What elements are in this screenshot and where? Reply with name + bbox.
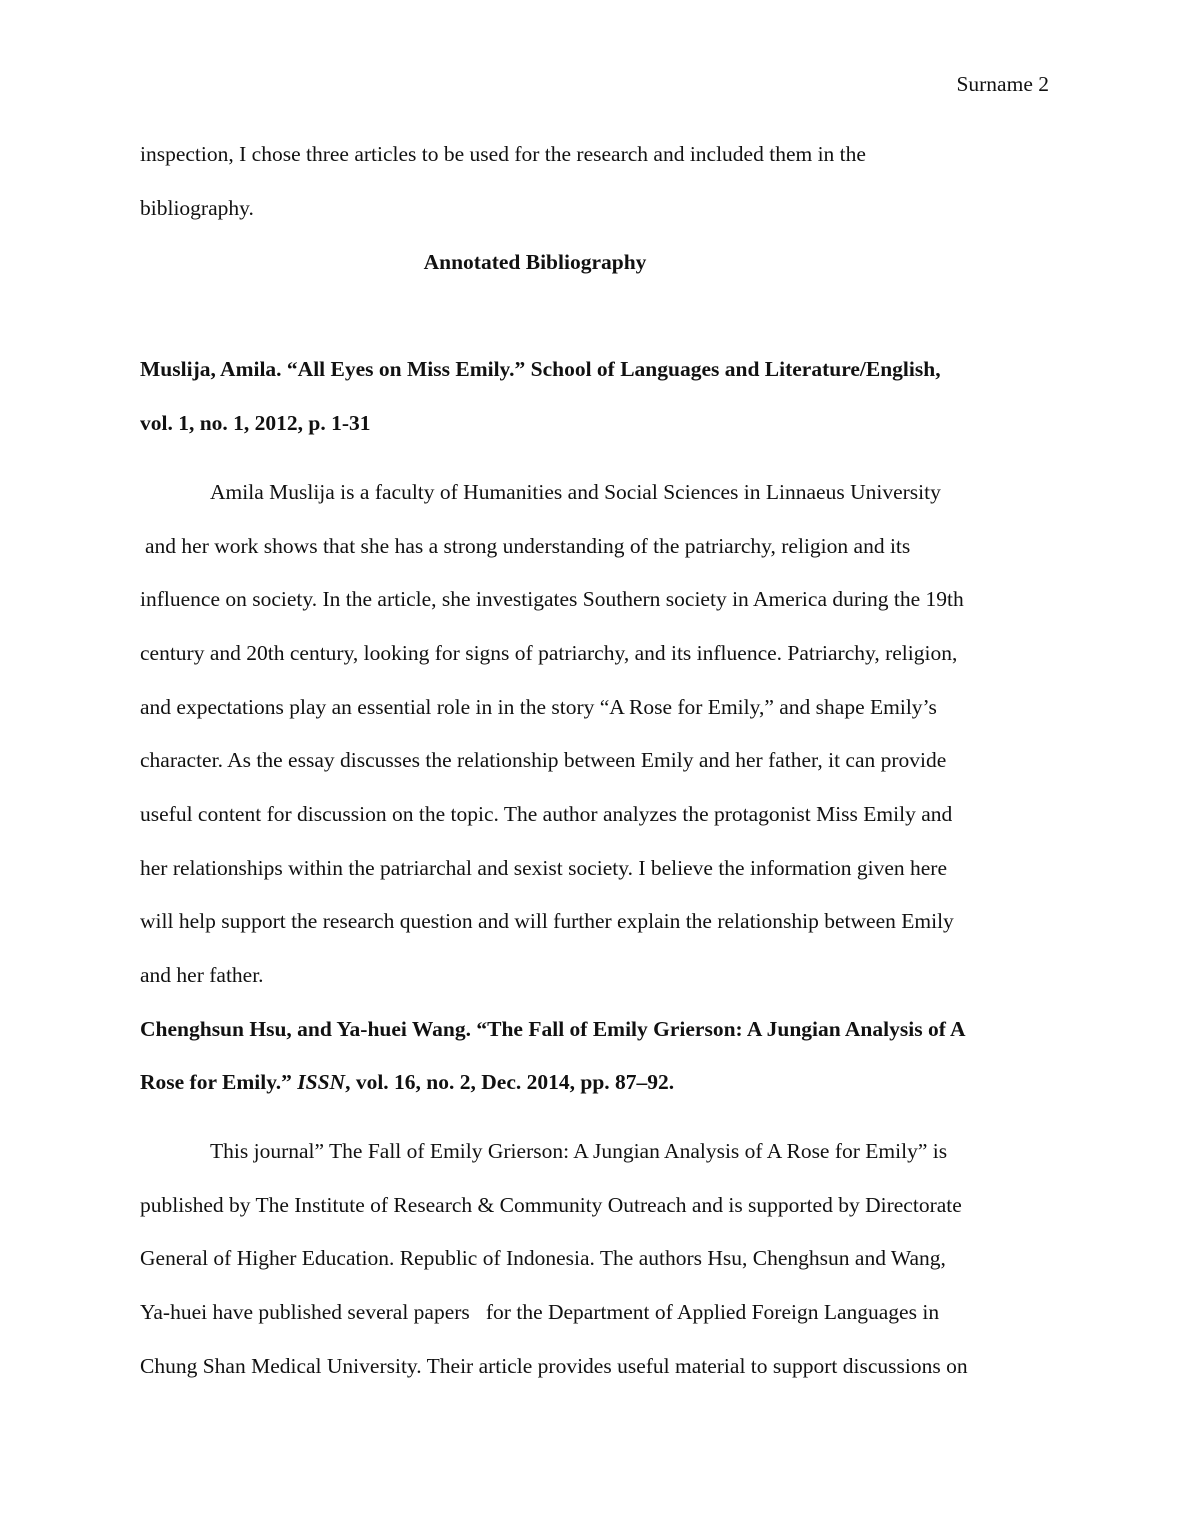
annotation-line: and her work shows that she has a strong understanding of the patriarchy, religion and its <box>145 534 911 558</box>
annotation-line: published by The Institute of Research & Community Outreach and is supported by Directorate <box>140 1193 962 1217</box>
citation-line: Muslija, Amila. “All Eyes on Miss Emily.” School of Languages and Literature/English, <box>140 357 941 381</box>
intro-line: inspection, I chose three articles to be used for the research and included them in the <box>140 142 866 166</box>
annotation-line: Chung Shan Medical University. Their article provides useful material to support discussions on <box>140 1354 968 1378</box>
annotation-line: influence on society. In the article, she investigates Southern society in America during the 19th <box>140 587 964 611</box>
intro-line: bibliography. <box>140 196 254 220</box>
citation-details: , vol. 16, no. 2, Dec. 2014, pp. 87–92. <box>345 1070 675 1094</box>
running-head: Surname 2 <box>956 72 1049 96</box>
citation-line <box>140 1072 674 1094</box>
annotation-line: This journal” The Fall of Emily Grierson: A Jungian Analysis of A Rose for Emily” is <box>210 1139 948 1163</box>
journal-name: ISSN <box>297 1070 346 1094</box>
annotation-line: her relationships within the patriarchal and sexist society. I believe the information given here <box>140 856 947 880</box>
annotation-line: century and 20th century, looking for signs of patriarchy, and its influence. Patriarchy, religion, <box>140 641 958 665</box>
annotation-line: character. As the essay discusses the relationship between Emily and her father, it can provide <box>140 748 947 772</box>
section-title: Annotated Bibliography <box>423 250 647 274</box>
annotation-line: General of Higher Education. Republic of Indonesia. The authors Hsu, Chenghsun and Wang, <box>140 1246 946 1270</box>
annotation-line: Ya-huei have published several papers for the Department of Applied Foreign Languages in <box>140 1300 940 1324</box>
citation-title-part: Rose for Emily.” <box>140 1070 298 1094</box>
annotation-line: and her father. <box>140 963 264 987</box>
annotation-line: will help support the research question and will further explain the relationship between Emily <box>140 909 954 933</box>
annotation-line: Amila Muslija is a faculty of Humanities and Social Sciences in Linnaeus University <box>210 480 941 504</box>
citation-line: vol. 1, no. 1, 2012, p. 1-31 <box>140 411 371 435</box>
citation-line: Chenghsun Hsu, and Ya-huei Wang. “The Fall of Emily Grierson: A Jungian Analysis of A <box>140 1017 966 1041</box>
annotation-line: and expectations play an essential role in in the story “A Rose for Emily,” and shape Emily’s <box>140 695 937 719</box>
annotation-line: useful content for discussion on the topic. The author analyzes the protagonist Miss Emily and <box>140 802 953 826</box>
